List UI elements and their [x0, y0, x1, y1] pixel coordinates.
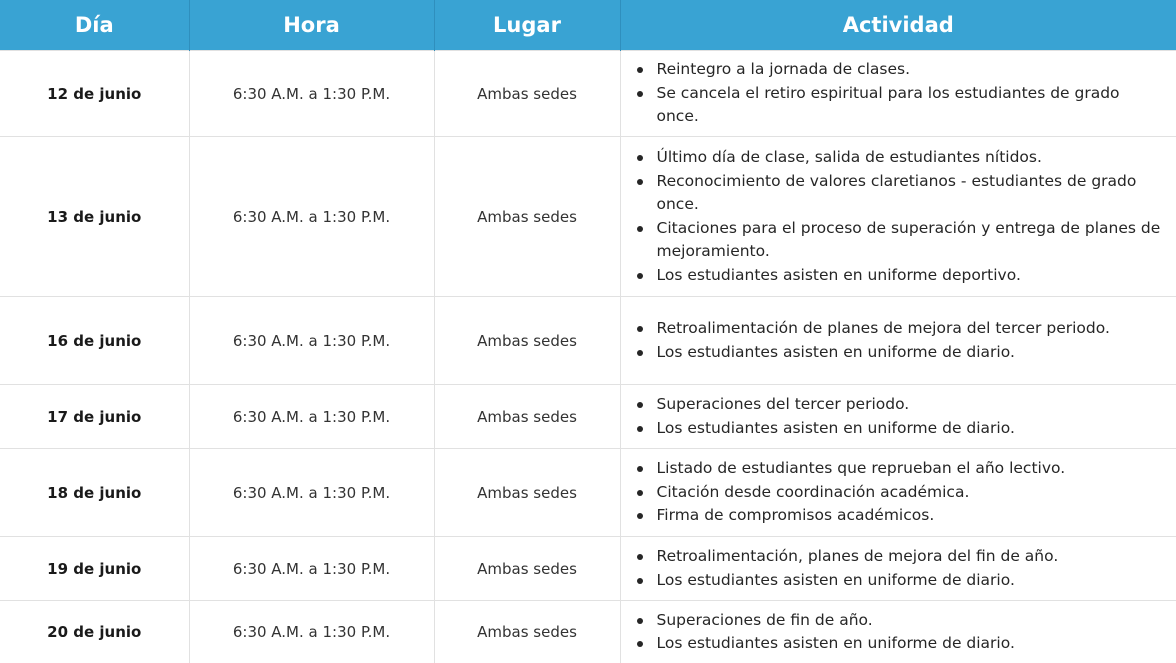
activity-item: Se cancela el retiro espiritual para los estudiantes de grado once. — [635, 82, 1167, 129]
cell-actividad — [620, 449, 1176, 537]
activity-list — [635, 545, 1167, 592]
activity-item: Los estudiantes asisten en uniforme deportivo. — [635, 264, 1167, 288]
activity-item: Reintegro a la jornada de clases. — [635, 58, 1167, 82]
activity-item: Firma de compromisos académicos. — [635, 504, 1167, 528]
cell-lugar: Ambas sedes — [434, 601, 620, 663]
table-header — [0, 0, 1176, 51]
cell-hora: 6:30 A.M. a 1:30 P.M. — [189, 385, 434, 449]
header-actividad: Actividad — [620, 0, 1176, 51]
table-body — [0, 51, 1176, 663]
header-lugar: Lugar — [434, 0, 620, 51]
activity-item: Los estudiantes asisten en uniforme de diario. — [635, 632, 1167, 656]
activity-item: Los estudiantes asisten en uniforme de diario. — [635, 341, 1167, 365]
cell-dia: 13 de junio — [0, 137, 189, 297]
cell-hora: 6:30 A.M. a 1:30 P.M. — [189, 537, 434, 601]
header-hora: Hora — [189, 0, 434, 51]
cell-dia: 12 de junio — [0, 51, 189, 137]
cell-actividad — [620, 51, 1176, 137]
cell-lugar: Ambas sedes — [434, 449, 620, 537]
cell-dia: 16 de junio — [0, 297, 189, 385]
activity-item: Superaciones del tercer periodo. — [635, 393, 1167, 417]
cell-hora: 6:30 A.M. a 1:30 P.M. — [189, 297, 434, 385]
table-row — [0, 297, 1176, 385]
table-row — [0, 449, 1176, 537]
cell-lugar: Ambas sedes — [434, 51, 620, 137]
activity-item: Último día de clase, salida de estudiantes nítidos. — [635, 146, 1167, 170]
table-row — [0, 385, 1176, 449]
cell-hora: 6:30 A.M. a 1:30 P.M. — [189, 137, 434, 297]
cell-lugar: Ambas sedes — [434, 537, 620, 601]
cell-dia: 18 de junio — [0, 449, 189, 537]
cell-lugar: Ambas sedes — [434, 297, 620, 385]
cell-dia: 17 de junio — [0, 385, 189, 449]
activity-list — [635, 609, 1167, 656]
activity-item: Retroalimentación de planes de mejora del tercer periodo. — [635, 317, 1167, 341]
cell-actividad — [620, 385, 1176, 449]
activity-list — [635, 457, 1167, 528]
cell-actividad — [620, 537, 1176, 601]
cell-lugar: Ambas sedes — [434, 385, 620, 449]
activity-list — [635, 58, 1167, 129]
table-row — [0, 51, 1176, 137]
cell-actividad — [620, 297, 1176, 385]
activity-item: Listado de estudiantes que reprueban el año lectivo. — [635, 457, 1167, 481]
header-row — [0, 0, 1176, 51]
cell-dia: 20 de junio — [0, 601, 189, 663]
table-row — [0, 601, 1176, 663]
cell-dia: 19 de junio — [0, 537, 189, 601]
activity-list — [635, 146, 1167, 287]
table-row — [0, 137, 1176, 297]
activity-item: Reconocimiento de valores claretianos - estudiantes de grado once. — [635, 170, 1167, 217]
cell-actividad — [620, 137, 1176, 297]
cell-actividad — [620, 601, 1176, 663]
activity-item: Citación desde coordinación académica. — [635, 481, 1167, 505]
activity-list — [635, 393, 1167, 440]
cell-hora: 6:30 A.M. a 1:30 P.M. — [189, 449, 434, 537]
activity-item: Retroalimentación, planes de mejora del fin de año. — [635, 545, 1167, 569]
cell-hora: 6:30 A.M. a 1:30 P.M. — [189, 601, 434, 663]
header-dia: Día — [0, 0, 189, 51]
cell-lugar: Ambas sedes — [434, 137, 620, 297]
activity-item: Superaciones de fin de año. — [635, 609, 1167, 633]
activity-list — [635, 317, 1167, 364]
activity-item: Los estudiantes asisten en uniforme de diario. — [635, 417, 1167, 441]
table-row — [0, 537, 1176, 601]
cell-hora: 6:30 A.M. a 1:30 P.M. — [189, 51, 434, 137]
activity-item: Los estudiantes asisten en uniforme de diario. — [635, 569, 1167, 593]
activity-item: Citaciones para el proceso de superación y entrega de planes de mejoramiento. — [635, 217, 1167, 264]
